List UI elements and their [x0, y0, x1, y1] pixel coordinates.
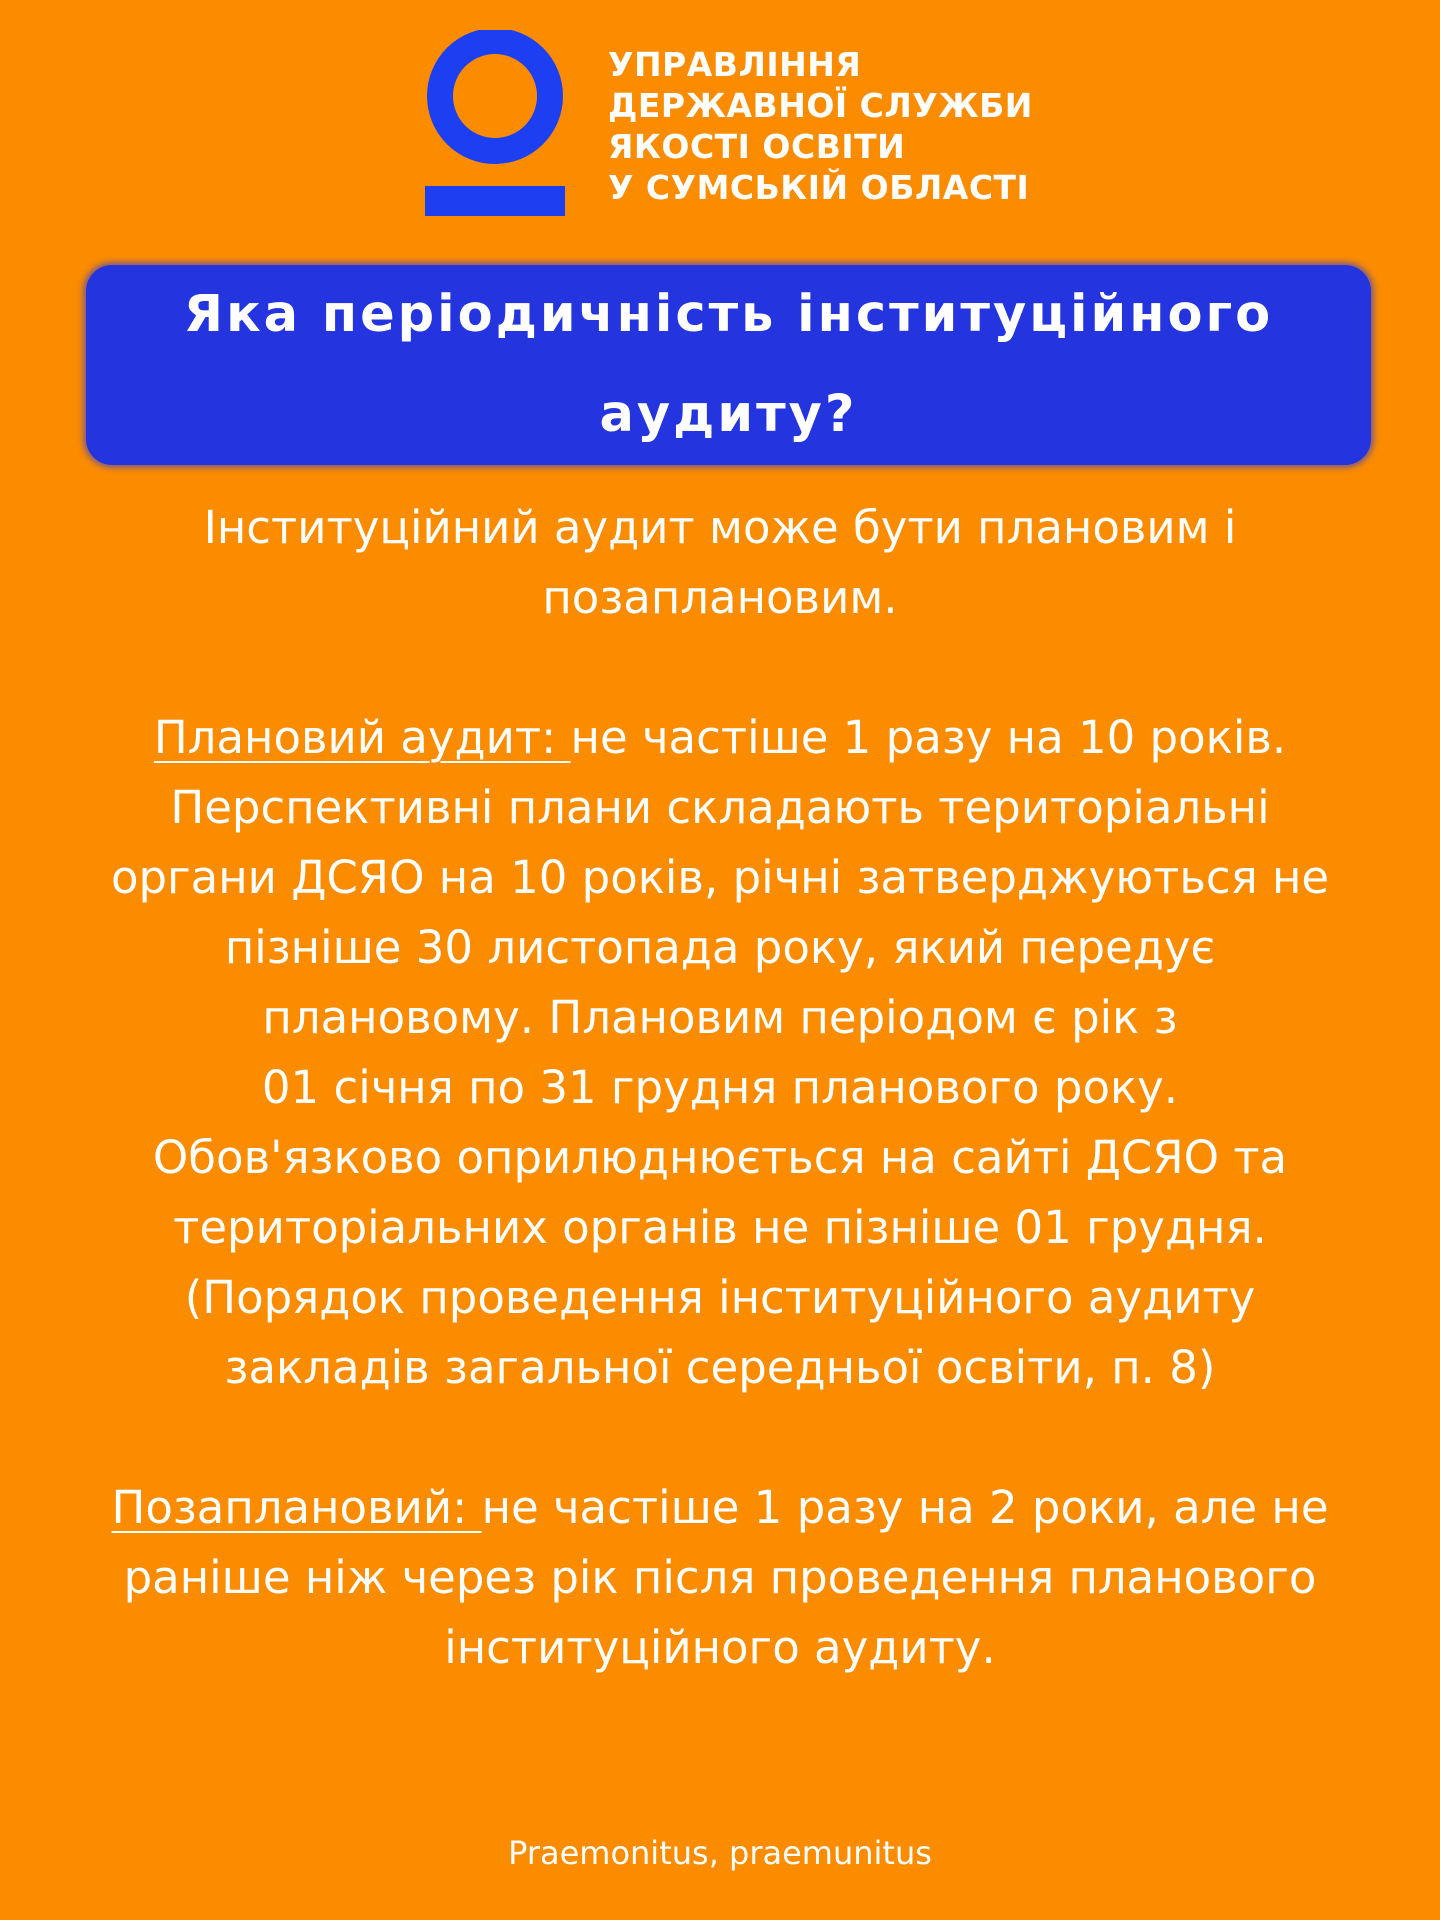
- planned-text-line: Обов'язково оприлюднюється на сайті ДСЯО та: [152, 1131, 1288, 1184]
- organization-name-line: У СУМСЬКІЙ ОБЛАСТІ: [608, 168, 1030, 207]
- planned-text-line: пізніше 30 листопада року, який передує: [224, 921, 1216, 974]
- unplanned-first-line: [60, 1473, 1380, 1543]
- planned-audit-label: Плановий аудит:: [153, 711, 571, 764]
- planned-text-line: закладів загальної середньої освіти, п. 8): [224, 1341, 1216, 1394]
- planned-text-line: плановому. Плановим періодом є рік з: [262, 991, 1178, 1044]
- body-text: [60, 493, 1380, 1683]
- organization-name-line: УПРАВЛІННЯ: [608, 45, 862, 84]
- intro-line: Інституційний аудит може бути плановим і: [203, 501, 1237, 554]
- unplanned-text-line: раніше ніж через рік після проведення планового: [123, 1551, 1317, 1604]
- footer-motto: Praemonitus, praemunitus: [508, 1834, 932, 1872]
- planned-text-line: органи ДСЯО на 10 років, річні затверджуються не: [110, 851, 1330, 904]
- planned-first-line: [60, 703, 1380, 773]
- organization-name-line: ДЕРЖАВНОЇ СЛУЖБИ: [608, 86, 1033, 125]
- title-banner: [86, 265, 1371, 465]
- planned-text-line: Перспективні плани складають територіальні: [170, 781, 1270, 834]
- organization-logo-ring-icon: [425, 30, 565, 220]
- intro-line: позаплановим.: [542, 571, 898, 624]
- paragraph-spacer: [60, 1403, 1380, 1473]
- organization-name: [608, 44, 1033, 208]
- planned-text-line: (Порядок проведення інституційного аудиту: [184, 1271, 1256, 1324]
- unplanned-audit-label: Позаплановий:: [111, 1481, 482, 1534]
- organization-name-line: ЯКОСТІ ОСВІТИ: [608, 127, 906, 166]
- planned-text-line: територіальних органів не пізніше 01 грудня.: [173, 1201, 1267, 1254]
- unplanned-text-line: інституційного аудиту.: [444, 1621, 996, 1674]
- page-title: Яка періодичність інституційного аудиту?: [183, 285, 1274, 444]
- planned-text: не частіше 1 разу на 10 років.: [570, 711, 1287, 764]
- unplanned-text: не частіше 1 разу на 2 роки, але не: [481, 1481, 1329, 1534]
- planned-text-line: 01 січня по 31 грудня планового року.: [261, 1061, 1179, 1114]
- paragraph-spacer: [60, 633, 1380, 703]
- header-logo: [425, 30, 1033, 220]
